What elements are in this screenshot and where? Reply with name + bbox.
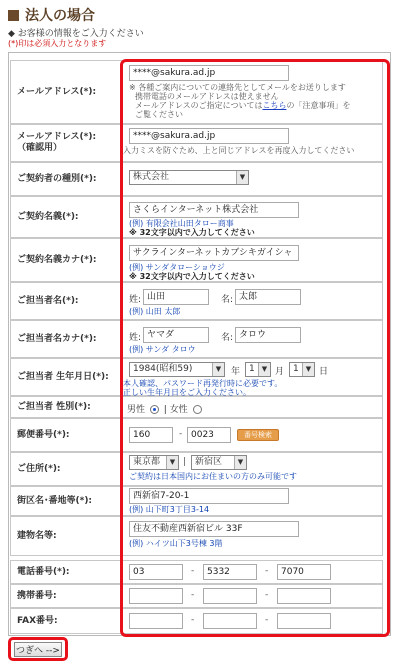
fax-3-input[interactable] [277,613,331,629]
zip-second-input[interactable]: 0023 [187,427,231,443]
birth-day-select[interactable] [289,362,315,377]
contract-name-cell [122,196,383,238]
email-confirm-label-sub: （確認用） [17,143,63,153]
contract-name-example: (例) 有限会社山田タロー商事 [129,219,234,228]
phone-dash-2: - [265,566,269,576]
building-input[interactable]: 住友不動産西新宿ビル 33F [129,521,299,537]
prefecture-select[interactable] [129,455,179,470]
email-cell [122,60,383,124]
zip-first-input[interactable]: 160 [129,427,173,443]
contract-kana-example: (例) サンダタローショウジ [129,263,225,272]
person-kana-sei-input[interactable]: ヤマダ [143,327,209,343]
email-notice-link[interactable]: こちら [262,101,287,110]
contract-type-label: ご契約者の種別(*): [10,162,122,196]
street-cell [122,486,383,516]
fax-label: FAX番号: [10,608,122,634]
birth-month-select[interactable] [245,362,271,377]
email-note-3a: メールアドレスのご指定については [135,101,263,110]
email-confirm-label [10,124,122,162]
building-cell [122,516,383,556]
person-kana-cell [122,320,383,358]
year-unit: 年 [231,367,241,377]
fax-2-input[interactable] [203,613,257,629]
address-cell [122,452,383,486]
city-value: 新宿区 [195,457,223,467]
birth-day-value: 1 [293,364,299,374]
person-name-cell [122,282,383,320]
row-gender [10,396,383,418]
birth-year-value: 1984(昭和59) [133,364,193,374]
email-confirm-cell [122,124,383,162]
phone-1-input[interactable]: 03 [129,564,183,580]
row-contract-name [10,196,383,238]
fax-cell [122,608,383,634]
phone-dash-1: - [191,566,195,576]
birth-month-value: 1 [249,364,255,374]
gender-female-radio[interactable] [193,405,202,414]
mobile-1-input[interactable] [129,588,183,604]
chevron-down-icon: ▼ [302,363,314,376]
gender-label: ご担当者 性別(*): [10,396,122,418]
email-confirm-label-main: メールアドレス(*): [17,132,97,142]
person-kana-mei-label: 名: [221,333,234,343]
mobile-label: 携帯番号: [10,584,122,608]
address-separator: | [183,457,187,467]
chevron-down-icon: ▼ [236,171,248,184]
birth-year-select[interactable] [129,362,225,377]
person-name-example: (例) 山田 太郎 [129,307,181,316]
row-contract-type [10,162,383,196]
phone-2-input[interactable]: 5332 [203,564,257,580]
phone-cell [122,560,383,584]
person-kana-example: (例) サンダ タロウ [129,345,196,354]
row-person-name [10,282,383,320]
zip-search-button[interactable]: 番号検索 [237,429,279,441]
email-note-2: 携帯電話のメールアドレスは使えません [135,92,279,101]
gender-separator: | [163,405,167,415]
zip-label: 郵便番号(*): [10,418,122,452]
row-contract-kana [10,238,383,282]
next-button-highlight [8,637,68,661]
next-button[interactable]: つぎへ --> [14,642,62,657]
prefecture-value: 東京都 [133,457,161,467]
contract-type-value: 株式会社 [133,172,170,182]
section-heading [8,5,95,25]
row-person-kana [10,320,383,358]
row-phone [10,560,383,584]
row-mobile [10,584,383,608]
email-confirm-note: 入力ミスを防ぐため、上と同じアドレスを再度入力してください [123,146,355,155]
phone-label: 電話番号(*): [10,560,122,584]
birthday-note-2: 正しい生年月日をご入力ください。 [123,388,251,397]
person-mei-label: 名: [221,295,234,305]
email-note-4: ご覧ください [135,110,183,119]
person-kana-label: ご担当者名カナ(*): [10,320,122,358]
required-note: (*)印は必須入力となります [8,39,107,48]
chevron-down-icon: ▼ [234,456,246,469]
email-label: メールアドレス(*): [10,60,122,124]
mobile-dash-2: - [265,590,269,600]
zip-cell [122,418,383,452]
email-input[interactable]: ****@sakura.ad.jp [129,65,289,81]
fax-dash-1: - [191,615,195,625]
contract-name-limit: ※ 32文字以内で入力してください [129,228,255,237]
contract-name-input[interactable]: さくらインターネット株式会社 [129,202,299,218]
chevron-down-icon: ▼ [166,456,178,469]
mobile-cell [122,584,383,608]
row-address [10,452,383,486]
person-name-label: ご担当者名(*): [10,282,122,320]
address-note: ご契約は日本国内にお住まいの方のみ可能です [129,472,297,481]
gender-male-label: 男性 [127,405,146,415]
mobile-dash-1: - [191,590,195,600]
contract-type-cell [122,162,383,196]
address-label: ご住所(*): [10,452,122,486]
contract-kana-label: ご契約名義カナ(*): [10,238,122,282]
birthday-label: ご担当者 生年月日(*): [10,358,122,396]
fax-1-input[interactable] [129,613,183,629]
gender-cell [122,396,383,418]
contract-kana-input[interactable]: サクラインターネットカブシキガイシャ [129,245,299,261]
zip-dash: - [179,429,183,439]
birthday-cell [122,358,383,396]
day-unit: 日 [319,367,329,377]
row-fax [10,608,383,634]
person-kana-sei-label: 姓: [129,333,142,343]
row-email-confirm [10,124,383,162]
person-kana-mei-input[interactable]: タロウ [235,327,301,343]
building-label: 建物名等: [10,516,122,556]
chevron-down-icon: ▼ [258,363,270,376]
phone-3-input[interactable]: 7070 [277,564,331,580]
building-example: (例) ハイツ山下3号棟 3階 [129,539,223,548]
person-mei-input[interactable]: 太郎 [235,289,301,305]
contract-kana-cell [122,238,383,282]
mobile-3-input[interactable] [277,588,331,604]
mobile-2-input[interactable] [203,588,257,604]
email-note-1: ※ 各種ご案内についての連絡先としてメールをお送りします [129,83,346,92]
row-street [10,486,383,516]
city-select[interactable] [191,455,247,470]
instruction-text: ◆ お客様の情報をご入力ください [8,29,144,39]
month-unit: 月 [275,367,285,377]
chevron-down-icon: ▼ [212,363,224,376]
email-confirm-input[interactable]: ****@sakura.ad.jp [129,128,289,144]
street-example: (例) 山下町3丁目3-14 [129,505,210,514]
email-note-3b: の「注意事項」を [286,101,351,110]
row-email [10,60,383,124]
contract-name-label: ご契約名義(*): [10,196,122,238]
person-sei-input[interactable]: 山田 [143,289,209,305]
gender-options [127,402,204,415]
row-birthday [10,358,383,396]
street-input[interactable]: 西新宿7-20-1 [129,488,289,504]
gender-male-radio[interactable] [150,405,159,414]
birthday-note-1: 本人確認、パスワード再発行時に必要です。 [123,379,283,388]
street-label: 街区名･番地等(*): [10,486,122,516]
gender-female-label: 女性 [169,405,188,415]
fax-dash-2: - [265,615,269,625]
contract-kana-limit: ※ 32文字以内で入力してください [129,272,255,281]
heading-text: 法人の場合 [25,8,95,24]
person-sei-label: 姓: [129,295,142,305]
heading-square-icon [8,10,19,21]
contract-type-select[interactable] [129,170,249,185]
row-building [10,516,383,556]
row-zip [10,418,383,452]
